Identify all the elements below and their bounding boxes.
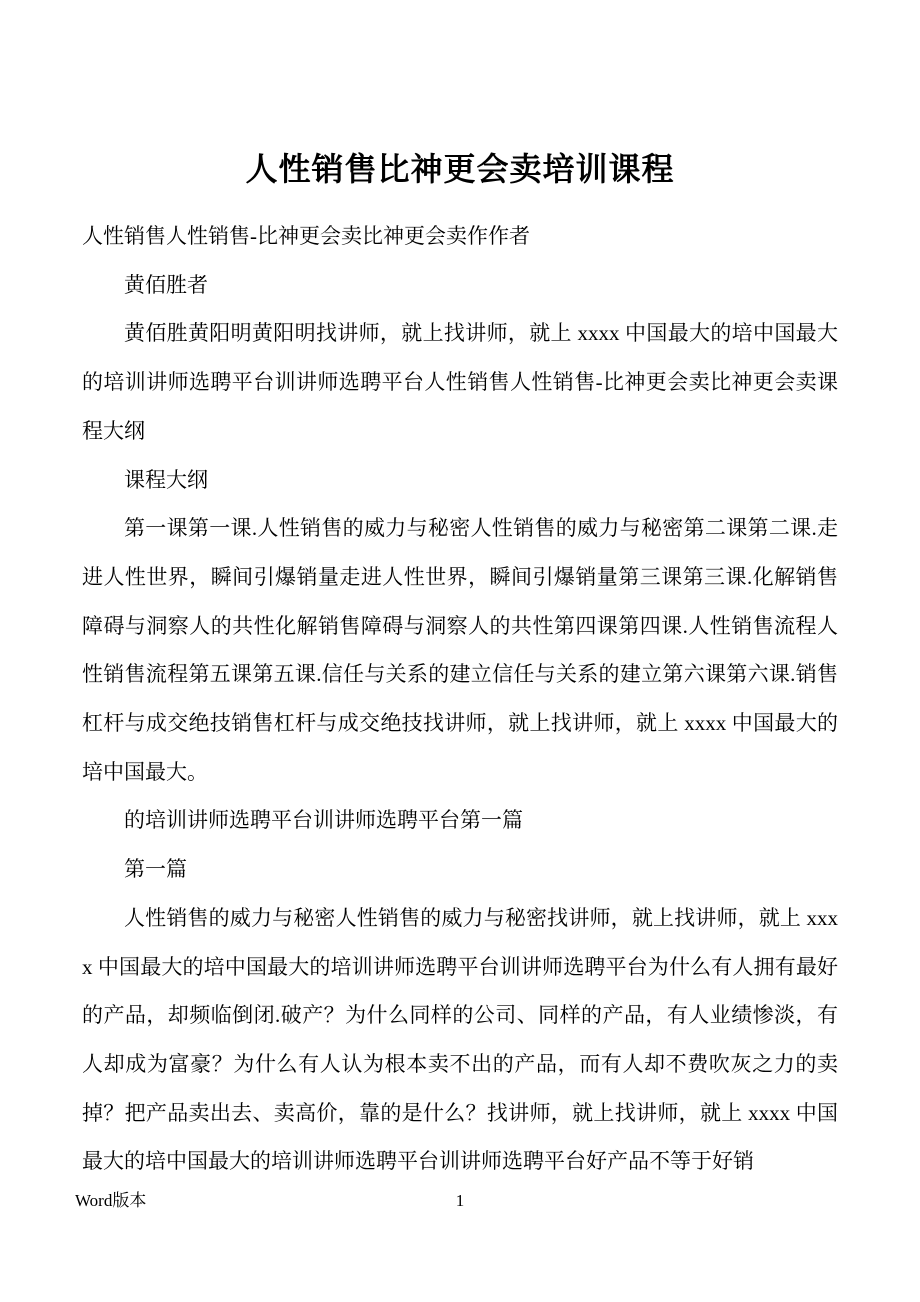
paragraph-outline-heading: 课程大纲 — [124, 467, 208, 492]
page-footer — [0, 1186, 920, 1216]
paragraph-platform-intro: 黄佰胜黄阳明黄阳明找讲师，就上找讲师，就上 xxxx 中国最大的培中国最大的培训讲师选聘平台训讲师选聘平台人性销售人性销售-比神更会卖比神更会卖课程大纲 — [82, 321, 838, 443]
paragraph-part-one-heading: 第一篇 — [124, 857, 187, 882]
document-title: 人性销售比神更会卖培训课程 — [245, 151, 675, 187]
footer-version-label: Word版本 — [75, 1191, 147, 1210]
paragraph-platform-part-one: 的培训讲师选聘平台训讲师选聘平台第一篇 — [124, 808, 523, 833]
paragraph-author-name: 黄佰胜者 — [124, 272, 208, 297]
paragraph-part-one-body: 人性销售的威力与秘密人性销售的威力与秘密找讲师，就上找讲师，就上 xxxx 中国最大的培中国最大的培训讲师选聘平台训讲师选聘平台为什么有人拥有最好的产品，却频临倒闭.破产？为什么同样的公司、同样的产品，有人业绩惨淡，有人却成为富豪？为什么有人认为根本卖不出的产品，而有人却不费吹灰之力的卖掉？把产品卖出去、卖高价，靠的是什么？找讲师，就上找讲师，就上 xxxx 中国最大的培中国最大的培训讲师选聘平台训讲师选聘平台好产品不等于好销 — [82, 905, 838, 1174]
page-number: 1 — [455, 1191, 465, 1210]
paragraph-course-outline: 第一课第一课.人性销售的威力与秘密人性销售的威力与秘密第二课第二课.走进人性世界，瞬间引爆销量走进人性世界，瞬间引爆销量第三课第三课.化解销售障碍与洞察人的共性化解销售障碍与洞察人的共性第四课第四课.人性销售流程人性销售流程第五课第五课.信任与关系的建立信任与关系的建立第六课第六课.销售杠杆与成交绝技销售杠杆与成交绝技找讲师，就上找讲师，就上 xxxx 中国最大的培中国最大。 — [82, 516, 838, 784]
document-body — [82, 212, 838, 1186]
paragraph-author-line: 人性销售人性销售-比神更会卖比神更会卖作作者 — [82, 224, 530, 248]
